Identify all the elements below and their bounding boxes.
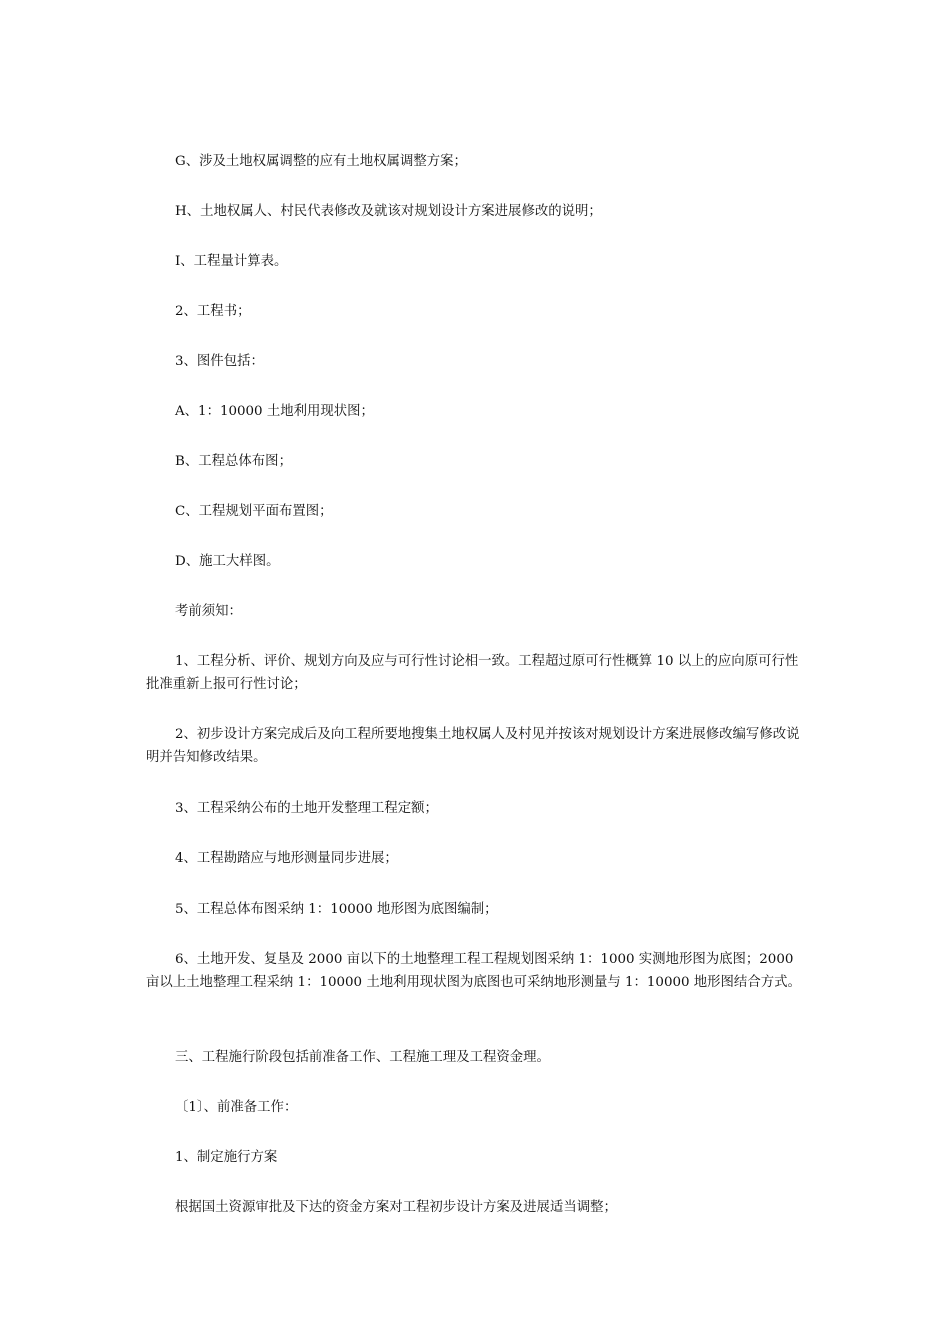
note-4: 4、工程勘踏应与地形测量同步进展； — [175, 851, 398, 866]
paragraph-i: I、工程量计算表。 — [175, 254, 288, 269]
paragraph-2: 2、工程书； — [175, 304, 251, 319]
paragraph-h: H、土地权属人、村民代表修改及就该对规划设计方案进展修改的说明； — [175, 204, 602, 219]
paragraph-b: B、工程总体布图； — [175, 454, 292, 469]
note-1: 1、工程分析、评价、规划方向及应与可行性讨论相一致。工程超过原可行性概算 10 以上的应向原可行性批准重新上报可行性讨论； — [146, 654, 799, 692]
note-6: 6、土地开发、复垦及 2000 亩以下的土地整理工程工程规划图采纳 1：1000 实测地形图为底图；2000 亩以上土地整理工程采纳 1：10000 土地利用现状图为底图也可采纳地形测量与 1：10000 地形图结合方式。 — [146, 952, 801, 990]
paragraph-3: 3、图件包括： — [175, 354, 264, 369]
paragraph-g: G、涉及土地权属调整的应有土地权属调整方案； — [175, 154, 467, 169]
section-three: 三、工程施行阶段包括前准备工作、工程施工理及工程资金理。 — [175, 1050, 550, 1065]
note-5: 5、工程总体布图采纳 1：10000 地形图为底图编制； — [175, 902, 498, 917]
paragraph-adjustment: 根据国土资源审批及下达的资金方案对工程初步设计方案及进展适当调整； — [175, 1200, 617, 1215]
item-plan: 1、制定施行方案 — [175, 1150, 278, 1165]
paragraph-a: A、1：10000 土地利用现状图； — [175, 404, 374, 419]
note-2: 2、初步设计方案完成后及向工程所要地搜集土地权属人及村见并按该对规划设计方案进展修改编写修改说明并告知修改结果。 — [146, 727, 800, 765]
paragraph-d: D、施工大样图。 — [175, 554, 280, 569]
section-heading-notes: 考前须知： — [175, 604, 242, 619]
subsection-preparation: 〔1〕、前准备工作： — [175, 1100, 298, 1115]
paragraph-c: C、工程规划平面布置图； — [175, 504, 333, 519]
note-3: 3、工程采纳公布的土地开发整理工程定额； — [175, 801, 438, 816]
